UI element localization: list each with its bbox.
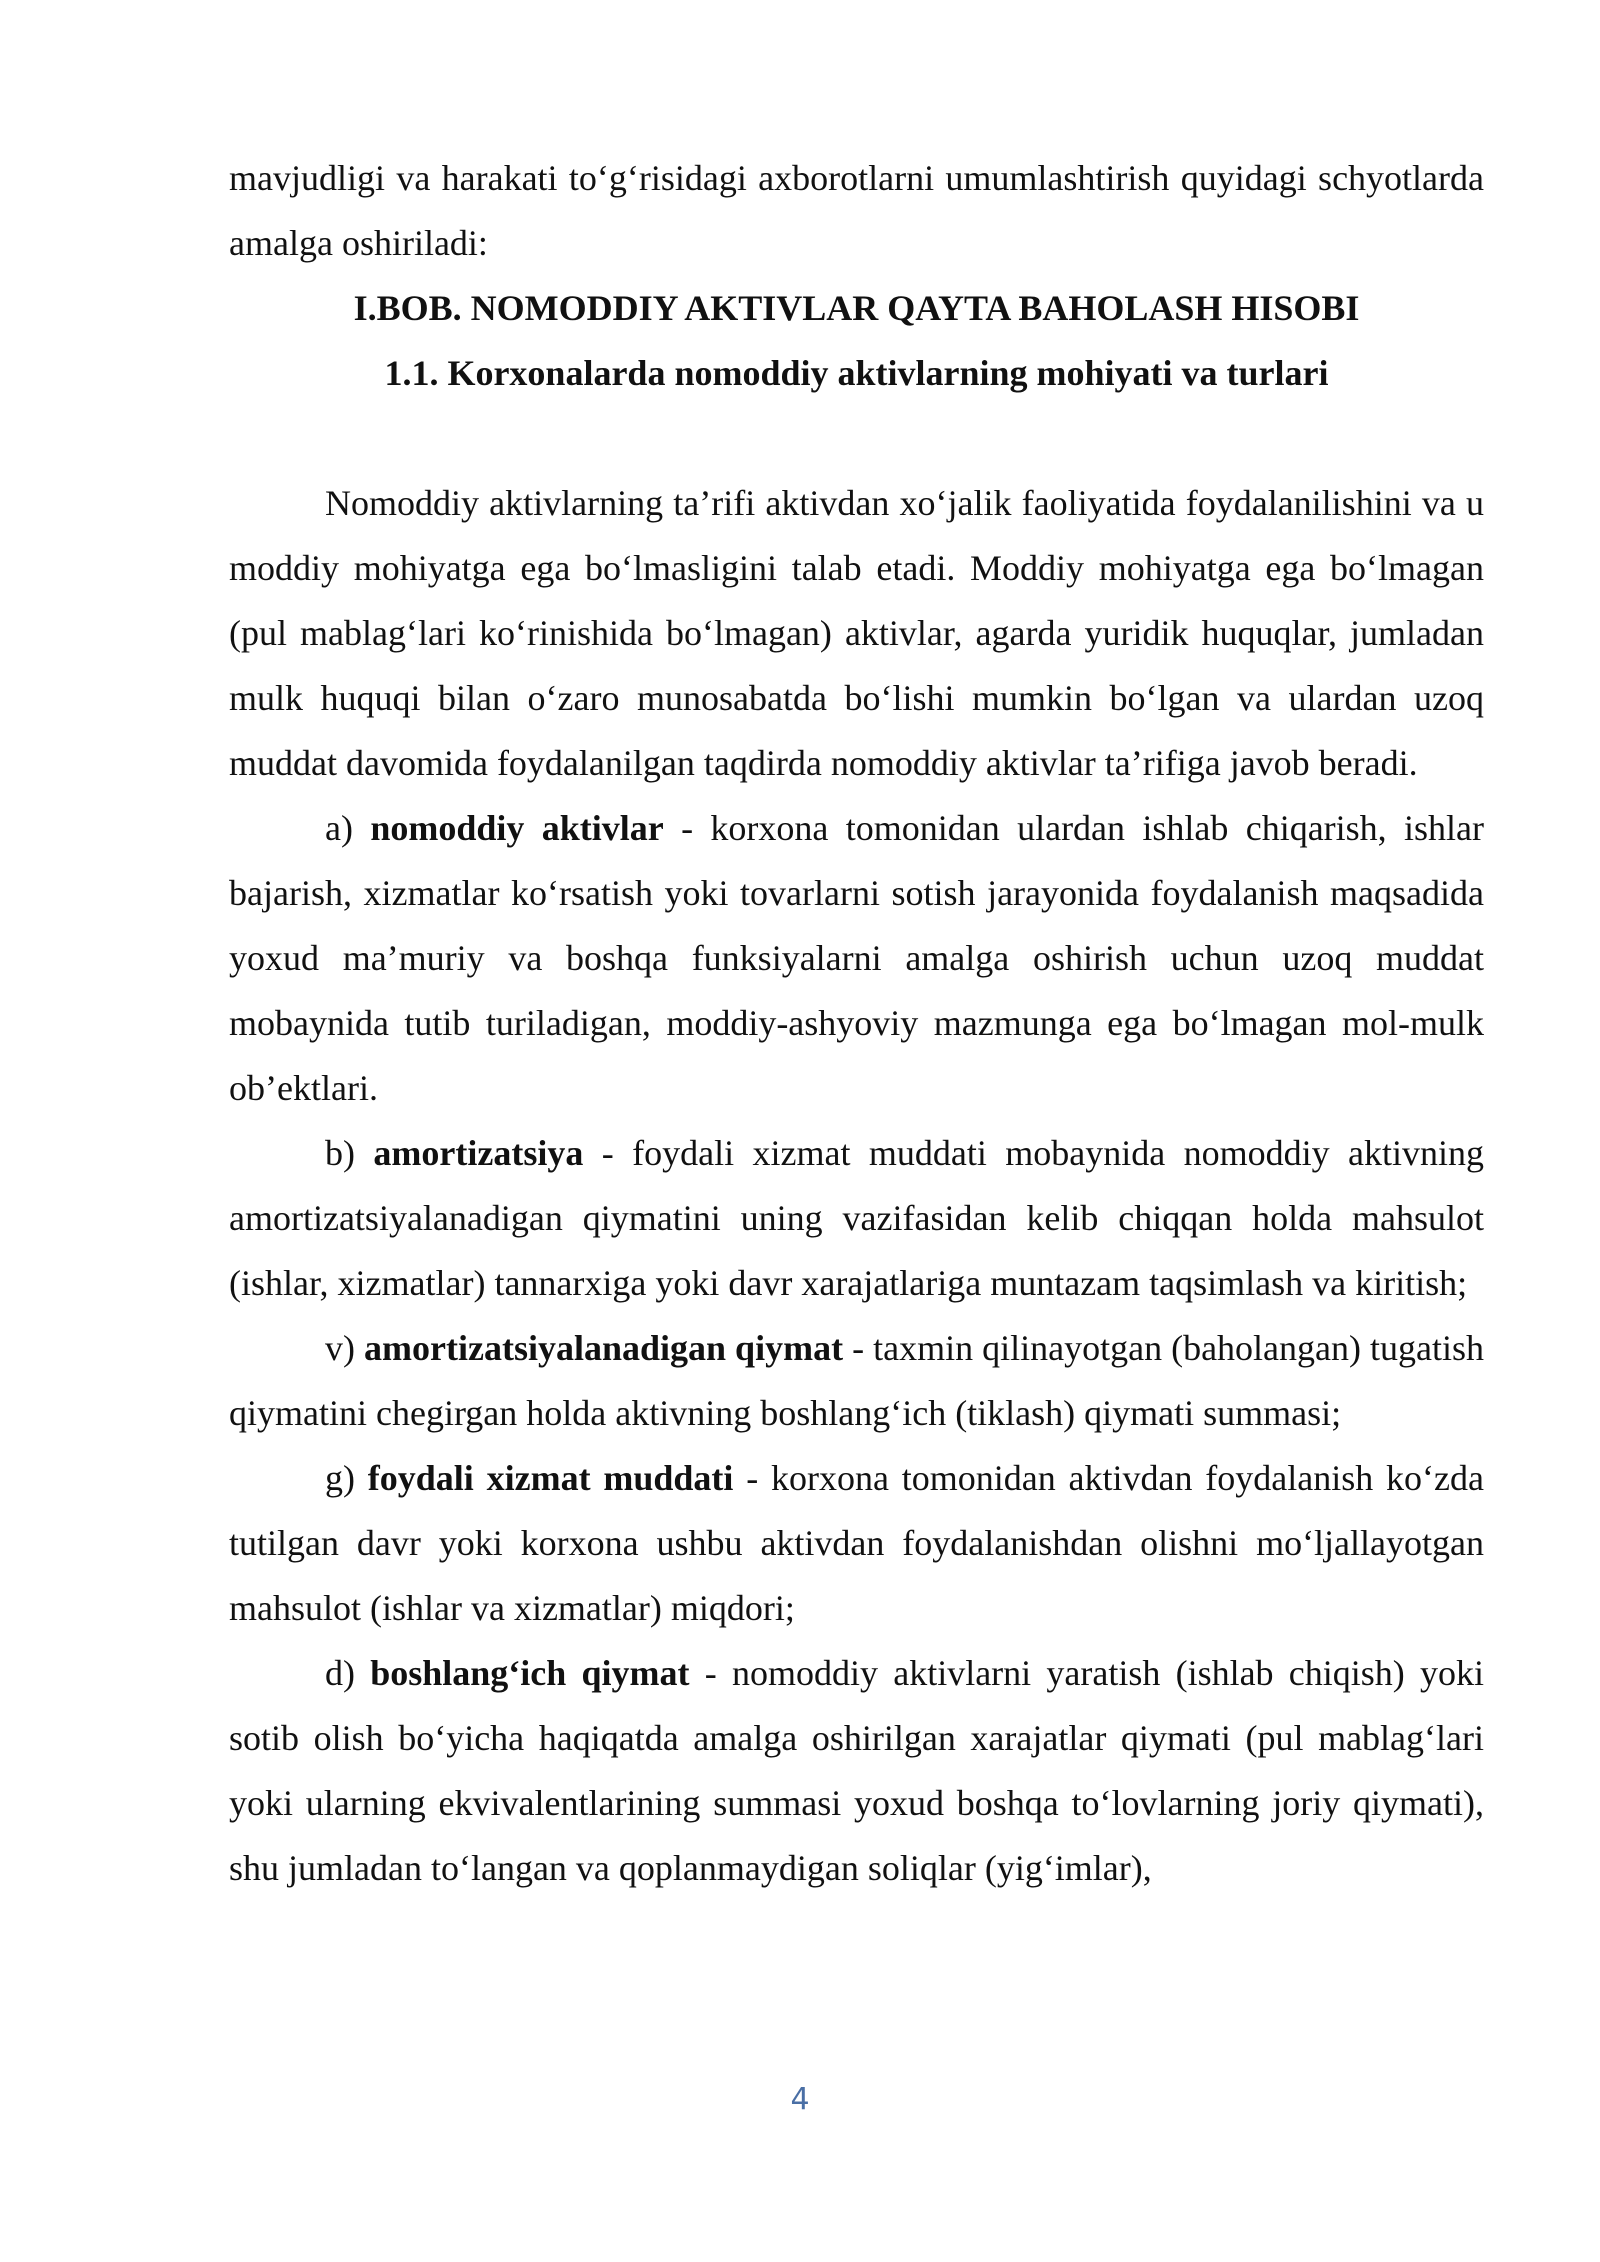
term-letter: g) — [325, 1458, 355, 1498]
term-name: nomoddiy aktivlar — [370, 808, 664, 848]
chapter-title: I.BOB. NOMODDIY AKTIVLAR QAYTA BAHOLASH HISOBI — [353, 288, 1360, 328]
intro-paragraph: mavjudligi va harakati to‘g‘risidagi axborotlarni umumlashtirish quyidagi schyotlarda amalga oshiriladi: — [229, 158, 1484, 263]
term-letter: b) — [325, 1133, 355, 1173]
term-name: foydali xizmat muddati — [367, 1458, 734, 1498]
term-definition: - korxona tomonidan aktivdan foydalanish ko‘zda tutilgan davr yoki korxona ushbu aktivdan foydalanishdan olishni mo‘ljallayotgan mahsulot (ishlar va xizmatlar) miqdori; — [229, 1458, 1484, 1628]
page-number: 4 — [790, 2082, 810, 2117]
term-name: amortizatsiya — [373, 1133, 584, 1173]
term-letter: d) — [325, 1653, 355, 1693]
document-page — [229, 146, 1484, 1901]
term-paragraph-v — [229, 1316, 1484, 1446]
term-paragraph-d — [229, 1641, 1484, 1901]
term-definition: - nomoddiy aktivlarni yaratish (ishlab chiqish) yoki sotib olish bo‘yicha haqiqatda amalga oshirilgan xarajatlar qiymati (pul mablag‘lari yoki ularning ekvivalentlarining summasi yoxud boshqa to‘lovlarning joriy qiymati), shu jumladan to‘langan va qoplanmaydigan soliqlar (yig‘imlar), — [229, 1653, 1484, 1888]
term-definition: - korxona tomonidan ulardan ishlab chiqarish, ishlar bajarish, xizmatlar ko‘rsatish yoki tovarlarni sotish jarayonida foydalanish maqsadida yoxud ma’muriy va boshqa funksiyalarni amalga oshirish uchun uzoq muddat mobaynida tutib turiladigan, moddiy-ashyoviy mazmunga ega bo‘lmagan mol-mulk ob’ektlari. — [229, 808, 1485, 1108]
definition-paragraph: Nomoddiy aktivlarning ta’rifi aktivdan xo‘jalik faoliyatida foydalanilishini va u moddiy mohiyatga ega bo‘lmasligini talab etadi. Moddiy mohiyatga ega bo‘lmagan (pul mablag‘lari ko‘rinishida bo‘lmagan) aktivlar, agarda yuridik huquqlar, jumladan mulk huquqi bilan o‘zaro munosabatda bo‘lishi mumkin bo‘lgan va ulardan uzoq muddat davomida foydalanilgan taqdirda nomoddiy aktivlar ta’rifiga javob beradi. — [229, 483, 1484, 783]
term-letter: a) — [325, 808, 353, 848]
term-paragraph-b — [229, 1121, 1484, 1316]
term-name: boshlang‘ich qiymat — [370, 1653, 690, 1693]
section-title: 1.1. Korxonalarda nomoddiy aktivlarning mohiyati va turlari — [384, 353, 1329, 393]
term-paragraph-g — [229, 1446, 1484, 1641]
term-paragraph-a — [229, 796, 1484, 1121]
term-definition: - taxmin qilinayotgan (baholangan) tugatish qiymatini chegirgan holda aktivning boshlang‘ich (tiklash) qiymati summasi; — [229, 1328, 1485, 1433]
term-definition: - foydali xizmat muddati mobaynida nomoddiy aktivning amortizatsiyalanadigan qiymatini uning vazifasidan kelib chiqqan holda mahsulot (ishlar, xizmatlar) tannarxiga yoki davr xarajatlariga muntazam taqsimlash va kiritish; — [229, 1133, 1485, 1303]
term-letter: v) — [325, 1328, 355, 1368]
blank-line — [229, 406, 1484, 471]
term-name: amortizatsiyalanadigan qiymat — [364, 1328, 844, 1368]
